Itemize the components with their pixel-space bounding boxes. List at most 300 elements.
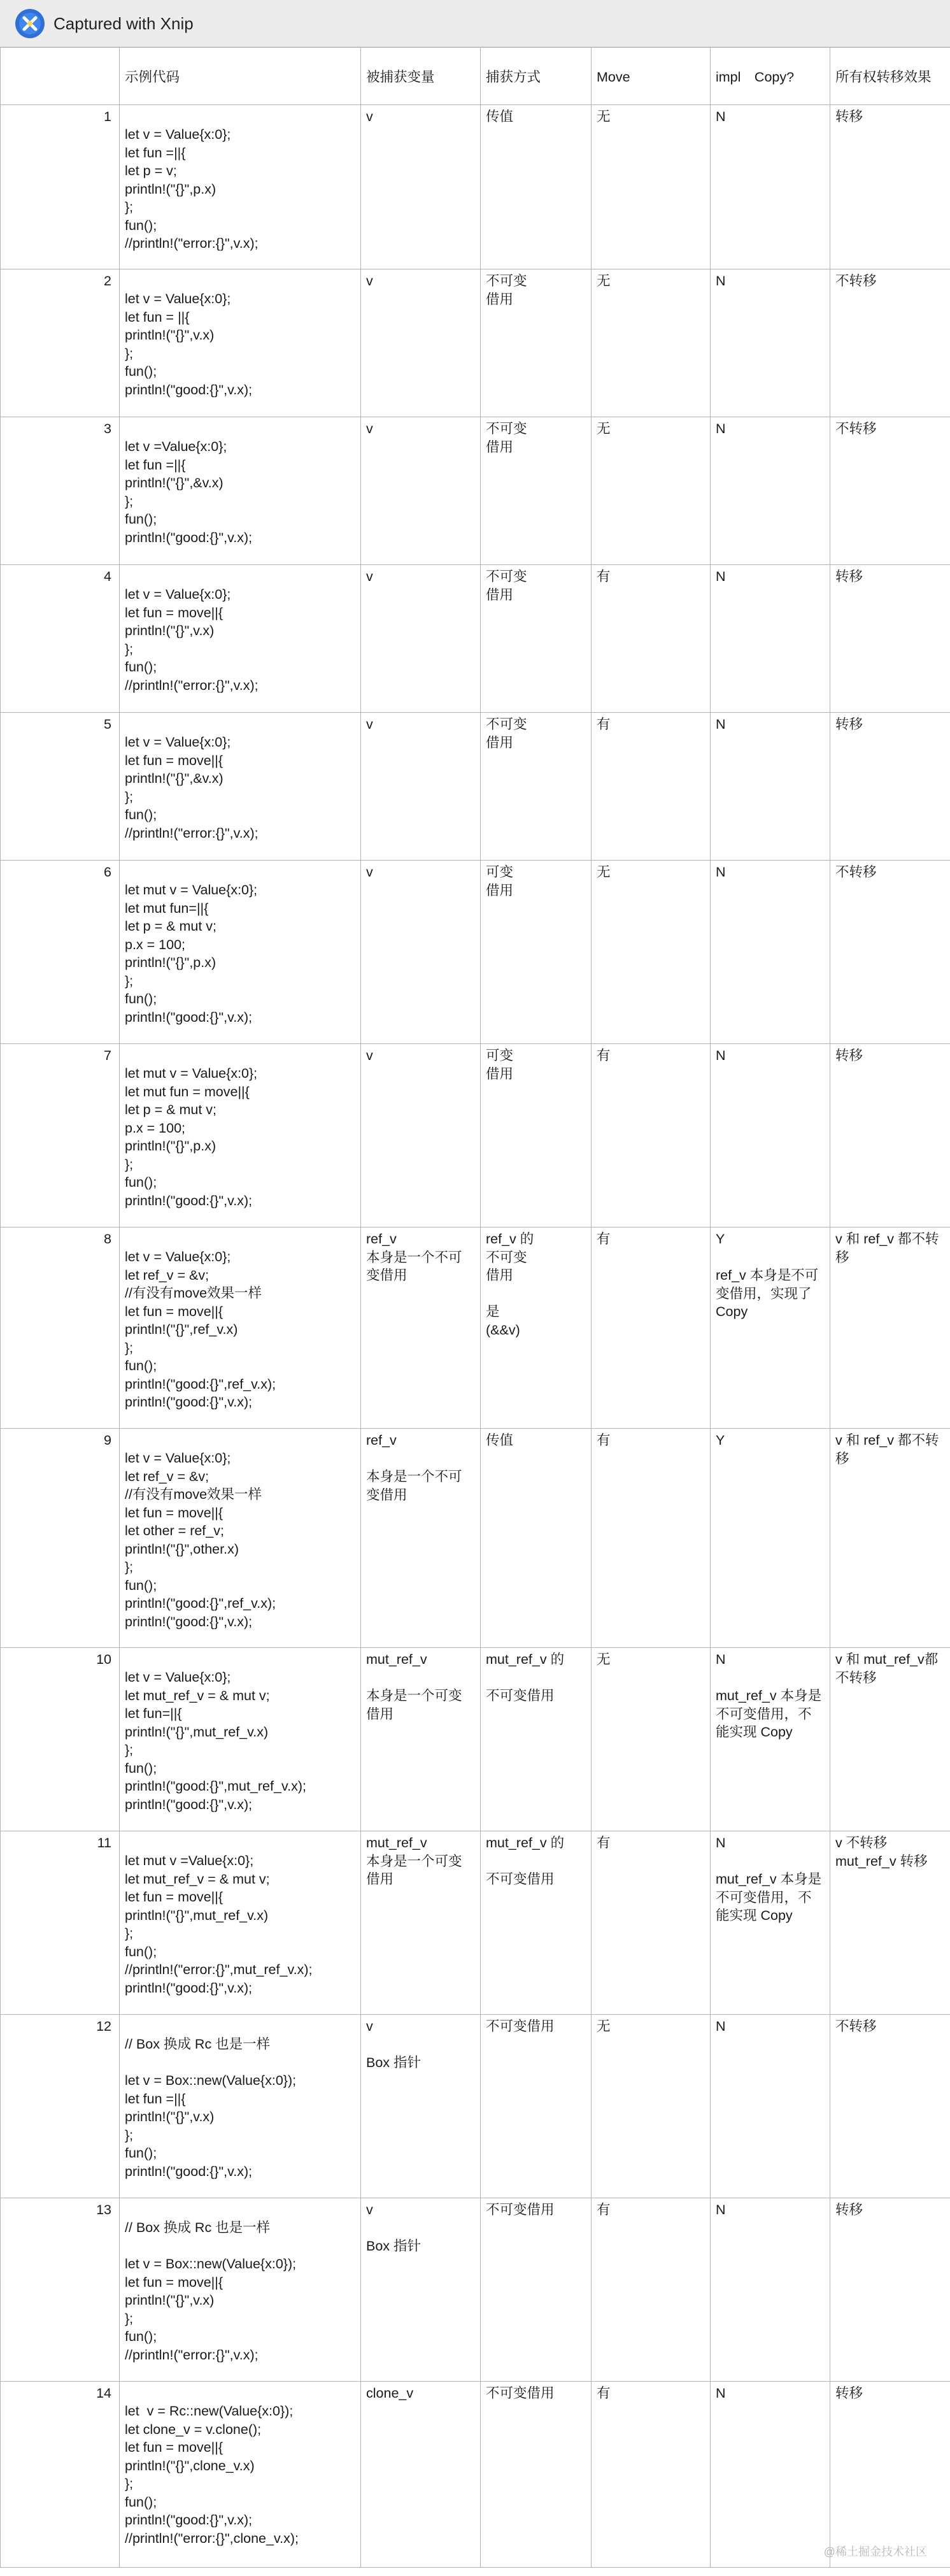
move-cell [592,1429,711,1648]
impl-copy-cell [711,565,830,713]
code-line: fun(); [125,2494,157,2510]
move-cell [592,1648,711,1831]
cell-text-line: 传值 [486,1433,514,1448]
impl-copy-cell [711,1429,830,1648]
code-line: fun(); [125,364,157,379]
cell-text-line: 有 [597,717,611,732]
cell-text-line: 有 [597,1048,611,1063]
captured-var-cell [361,861,481,1044]
captured-var-cell [361,105,481,269]
table-row [1,1831,950,2015]
cell-text-line: 不可变借用 [486,1871,555,1887]
cell-text-line: 可变 [486,1048,514,1063]
code-line: let fun = move||{ [125,2274,223,2290]
captured-var-cell [361,1648,481,1831]
cell-text-line: N [716,864,726,880]
window-title: Captured with Xnip [53,14,194,33]
code-line: let clone_v = v.clone(); [125,2421,262,2437]
cell-text-line [366,1450,475,1468]
table-row [1,713,950,861]
move-cell [592,713,711,861]
cell-text-line: 不转移 [835,273,877,289]
row-number-cell [1,1648,120,1831]
table-row [1,2198,950,2382]
code-line: fun(); [125,1943,157,1959]
code-line: let mut fun=||{ [125,900,209,916]
code-line: println!("good:{}",v.x); [125,1614,253,1629]
cell-text-line: 本身是一个可变借用 [366,1853,462,1887]
code-line: println!("{}",v.x) [125,2293,215,2308]
cell-text-line: Y [716,1433,725,1448]
cell-text-line: 借用 [486,291,514,307]
captured-var-cell [361,1227,481,1429]
cell-text-line: ref_v [366,1433,397,1448]
code-line: println!("good:{}",v.x); [125,2163,253,2179]
code-line: }; [125,789,134,805]
code-line: }; [125,1559,134,1575]
cell-text-line: N [716,1048,726,1063]
cell-text-line [486,1852,586,1871]
cell-text-line: 无 [597,421,611,436]
code-line: }; [125,973,134,989]
code-line: let ref_v = &v; [125,1267,209,1283]
code-line: println!("good:{}",v.x); [125,1192,253,1208]
code-line: let p = & mut v; [125,1102,216,1117]
code-line [125,2237,355,2256]
row-number-cell [1,1044,120,1227]
capture-mode-cell [481,2198,592,2382]
code-cell [120,1227,361,1429]
move-cell [592,1831,711,2015]
code-line: fun(); [125,1175,157,1190]
code-cell [120,2015,361,2198]
cell-text-line: 借用 [486,439,514,455]
cell-text-line: 有 [597,569,611,584]
code-line: p.x = 100; [125,936,186,952]
captured-var-cell [361,565,481,713]
row-number-cell [1,1429,120,1648]
ownership-effect-cell [830,105,950,269]
code-line: println!("{}",p.x) [125,1138,216,1154]
code-line: let fun =||{ [125,145,186,161]
cell-text-line: v [366,273,373,289]
code-line: fun(); [125,659,157,675]
code-line: println!("good:{}",v.x); [125,1394,253,1410]
cell-text-line: N [716,2202,726,2217]
ownership-effect-cell [830,269,950,417]
cell-text-line: v [366,1048,373,1063]
impl-copy-cell [711,1227,830,1429]
cell-text-line: 有 [597,2202,611,2217]
code-line: let v = Value{x:0}; [125,587,231,602]
code-line: let mut v = Value{x:0}; [125,1066,258,1081]
cell-text-line: ref_v 的 [486,1231,534,1247]
ownership-effect-cell [830,2015,950,2198]
code-line: println!("good:{}",v.x); [125,529,253,545]
code-line: println!("{}",ref_v.x) [125,1322,238,1337]
cell-text-line: mut_ref_v 的 [486,1652,565,1667]
code-line: let v = Value{x:0}; [125,291,231,306]
code-cell [120,713,361,861]
row-number-cell [1,269,120,417]
header-cell-capture-mode: 捕获方式 [481,48,592,105]
move-cell [592,417,711,565]
row-number: 11 [97,1835,111,1850]
xnip-logo-icon [15,9,45,38]
cell-text-line: v [366,109,373,124]
code-line: //println!("error:{}",v.x); [125,236,259,251]
table-row [1,269,950,417]
move-cell [592,1227,711,1429]
ownership-effect-cell [830,2198,950,2382]
cell-text-line: 传值 [486,109,514,124]
header-cell-index [1,48,120,105]
cell-text-line [716,1669,825,1687]
impl-copy-cell [711,1831,830,2015]
move-cell [592,861,711,1044]
table-row [1,861,950,1044]
cell-text-line: v [366,2019,373,2034]
code-line: let v = Box::new(Value{x:0}); [125,2073,297,2088]
impl-copy-cell [711,105,830,269]
code-line: //println!("error:{}",v.x); [125,2347,259,2363]
row-number: 13 [96,2202,111,2217]
table-body [1,105,950,2568]
cell-text-line: 有 [597,1231,611,1247]
code-line: let fun = move||{ [125,1505,223,1521]
row-number: 1 [104,109,111,124]
cell-text-line: 不转移 [835,421,877,436]
ownership-effect-cell [830,1831,950,2015]
table-row [1,565,950,713]
cell-text-line: 借用 [486,1268,514,1283]
code-line: //println!("error:{}",v.x); [125,825,259,841]
code-line: let fun = move||{ [125,1889,223,1905]
row-number: 7 [104,1048,111,1063]
code-line: // Box 换成 Rc 也是一样 [125,2036,271,2052]
cell-text-line: N [716,2386,726,2401]
cell-text-line: 不转移 [835,2019,877,2034]
cell-text-line: mut_ref_v 本身是不可变借用，不能实现 Copy [716,1871,822,1923]
code-line: let fun=||{ [125,1706,182,1721]
code-line: let p = & mut v; [125,919,216,934]
code-line: println!("good:{}",ref_v.x); [125,1596,276,1611]
code-line: //println!("error:{}",mut_ref_v.x); [125,1962,313,1977]
cell-text-line: v 和 ref_v 都不转移 [835,1231,939,1265]
captured-var-cell [361,713,481,861]
code-line: let fun = move||{ [125,605,223,620]
code-line: let other = ref_v; [125,1523,224,1538]
code-line: let fun =||{ [125,457,186,473]
code-line: fun(); [125,2145,157,2161]
cell-text-line: N [716,1835,726,1850]
code-line: //有没有move效果一样 [125,1285,262,1301]
cell-text-line: v 和 mut_ref_v都不转移 [835,1652,939,1685]
cell-text-line: mut_ref_v [366,1835,427,1850]
code-line: //println!("error:{}",v.x); [125,677,259,693]
code-line: println!("{}",mut_ref_v.x) [125,1907,269,1923]
row-number: 14 [96,2386,111,2401]
move-cell [592,2015,711,2198]
impl-copy-cell [711,417,830,565]
cell-text-line: N [716,273,726,289]
cell-text-line: 借用 [486,882,514,898]
code-line: }; [125,2476,134,2491]
table-row [1,105,950,269]
cell-text-line: Box 指针 [366,2055,422,2070]
captured-var-cell [361,417,481,565]
code-line: }; [125,493,134,509]
cell-text-line: 本身是一个不可变借用 [366,1249,462,1283]
code-line: println!("{}",p.x) [125,955,216,970]
ownership-effect-cell [830,1227,950,1429]
ownership-effect-cell [830,1648,950,1831]
cell-text-line: 无 [597,109,611,124]
capture-mode-cell [481,417,592,565]
code-line: let fun = move||{ [125,2440,223,2455]
code-cell [120,1831,361,2015]
cell-text-line: 是 [486,1304,500,1319]
capture-mode-cell [481,2382,592,2568]
code-line: let v = Value{x:0}; [125,1670,231,1685]
row-number: 8 [104,1231,111,1247]
cell-text-line: N [716,717,726,732]
code-line: }; [125,1156,134,1172]
watermark: @稀土掘金技术社区 [823,2545,927,2558]
cell-text-line: 有 [597,1433,611,1448]
cell-text-line [366,2219,475,2238]
header-cell-impl-copy: impl Copy? [711,48,830,105]
cell-text-line [486,1669,586,1687]
cell-text-line: mut_ref_v [366,1652,427,1667]
row-number-cell [1,1831,120,2015]
ownership-effect-cell [830,565,950,713]
code-cell [120,417,361,565]
header-cell-code: 示例代码 [120,48,361,105]
cell-text-line: Box 指针 [366,2238,422,2254]
cell-text-line: 借用 [486,1066,514,1082]
capture-mode-cell [481,1227,592,1429]
impl-copy-cell [711,2015,830,2198]
cell-text-line: 本身是一个可变借用 [366,1688,462,1722]
captured-var-cell [361,2382,481,2568]
code-cell [120,1044,361,1227]
impl-copy-cell [711,1044,830,1227]
cell-text-line [366,1669,475,1687]
cell-text-line [486,1285,586,1303]
cell-text-line: v [366,864,373,880]
code-cell [120,1648,361,1831]
capture-mode-cell [481,105,592,269]
code-line: fun(); [125,1760,157,1776]
row-number-cell [1,1227,120,1429]
cell-text-line: Y [716,1231,725,1247]
code-line: let v = Value{x:0}; [125,1249,231,1264]
code-line: println!("good:{}",v.x); [125,1796,253,1812]
cell-text-line: 不可变借用 [486,1688,555,1703]
code-line: println!("{}",v.x) [125,327,215,343]
code-line: println!("good:{}",ref_v.x); [125,1376,276,1392]
row-number-cell [1,2015,120,2198]
code-line: p.x = 100; [125,1120,186,1136]
code-line: fun(); [125,512,157,527]
header-cell-ownership-effect: 所有权转移效果 [830,48,950,105]
code-line: let v = Value{x:0}; [125,734,231,750]
code-line: println!("{}",v.x) [125,623,215,638]
capture-mode-cell [481,1648,592,1831]
row-number: 12 [96,2019,111,2034]
code-cell [120,105,361,269]
move-cell [592,269,711,417]
cell-text-line: N [716,421,726,436]
impl-copy-cell [711,713,830,861]
cell-text-line: ref_v [366,1231,397,1247]
code-line: let fun =||{ [125,2091,186,2107]
code-line: let mut_ref_v = & mut v; [125,1687,270,1703]
row-number: 9 [104,1433,111,1448]
table-row [1,1429,950,1648]
cell-text-line: v [366,569,373,584]
impl-copy-cell [711,2198,830,2382]
cell-text-line: N [716,1652,726,1667]
code-line: fun(); [125,807,157,822]
code-line: let mut_ref_v = & mut v; [125,1871,270,1887]
captured-var-cell [361,1831,481,2015]
code-line: println!("{}",&v.x) [125,771,223,786]
code-line: let p = v; [125,163,177,178]
code-line: println!("{}",clone_v.x) [125,2458,255,2473]
move-cell [592,2382,711,2568]
code-cell [120,2198,361,2382]
code-line: let v = Value{x:0}; [125,1450,231,1466]
ownership-effect-cell [830,861,950,1044]
cell-text-line: v [366,2202,373,2217]
cell-text-line [716,1249,825,1267]
capture-mode-cell [481,861,592,1044]
table-container [0,47,950,2576]
code-line: println!("{}",p.x) [125,181,216,197]
row-number-cell [1,417,120,565]
code-cell [120,565,361,713]
impl-copy-cell [711,269,830,417]
cell-text-line: 不可变 [486,273,527,289]
code-cell [120,861,361,1044]
header-row [1,48,950,105]
code-line: fun(); [125,217,157,233]
cell-text-line: 不可变借用 [486,2386,555,2401]
move-cell [592,1044,711,1227]
cell-text-line: 不可变 [486,717,527,732]
cell-text-line: 可变 [486,864,514,880]
ownership-effect-cell [830,417,950,565]
code-line: println!("{}",mut_ref_v.x) [125,1724,269,1740]
code-line: let fun = move||{ [125,1303,223,1319]
code-cell [120,1429,361,1648]
code-line: }; [125,641,134,657]
row-number: 5 [104,717,111,732]
table-row [1,1648,950,1831]
code-line: //println!("error:{}",clone_v.x); [125,2530,299,2546]
code-line: let v = Rc::new(Value{x:0}); [125,2403,294,2419]
move-cell [592,2198,711,2382]
capture-mode-cell [481,1429,592,1648]
ownership-effect-cell [830,1044,950,1227]
code-line: let ref_v = &v; [125,1468,209,1484]
code-line: println!("{}",&v.x) [125,475,223,490]
impl-copy-cell [711,1648,830,1831]
code-line: fun(); [125,991,157,1006]
cell-text-line: v [366,421,373,436]
cell-text-line: 本身是一个不可变借用 [366,1469,462,1503]
cell-text-line: 无 [597,864,611,880]
code-line: fun(); [125,1577,157,1593]
row-number: 6 [104,864,111,880]
code-line: println!("good:{}",v.x); [125,2512,253,2528]
cell-text-line: 无 [597,273,611,289]
code-line: let mut v =Value{x:0}; [125,1853,254,1868]
code-line: let mut v = Value{x:0}; [125,882,258,898]
cell-text-line: 无 [597,1652,611,1667]
cell-text-line: N [716,2019,726,2034]
cell-text-line [366,2036,475,2054]
row-number-cell [1,2382,120,2568]
row-number-cell [1,565,120,713]
cell-text-line: 不可变 [486,1249,527,1265]
cell-text-line: 借用 [486,587,514,603]
cell-text-line: 转移 [835,2202,863,2217]
code-cell [120,2382,361,2568]
row-number-cell [1,861,120,1044]
code-line: }; [125,1742,134,1757]
table-row [1,1227,950,1429]
cell-text-line: ref_v 本身是不可变借用，实现了 Copy [716,1268,819,1319]
code-line: let fun = ||{ [125,309,190,325]
cell-text-line: mut_ref_v 本身是不可变借用，不能实现 Copy [716,1688,822,1740]
code-line: }; [125,199,134,215]
cell-text-line: 不可变借用 [486,2019,555,2034]
row-number: 3 [104,421,111,436]
code-line: //有没有move效果一样 [125,1487,262,1502]
cell-text-line: 不可变 [486,421,527,436]
code-line: fun(); [125,1358,157,1373]
captured-var-cell [361,1044,481,1227]
cell-text-line: 不转移 [835,864,877,880]
captured-var-cell [361,1429,481,1648]
move-cell [592,105,711,269]
impl-copy-cell [711,861,830,1044]
table-row [1,1044,950,1227]
code-line: println!("{}",v.x) [125,2109,215,2124]
code-line: fun(); [125,2329,157,2344]
code-line: println!("{}",other.x) [125,1541,239,1557]
cell-text-line: 不可变 [486,569,527,584]
code-line: println!("good:{}",v.x); [125,1980,253,1996]
row-number: 2 [104,273,111,289]
capture-mode-cell [481,1044,592,1227]
cell-text-line: 不可变借用 [486,2202,555,2217]
cell-text-line: v 和 ref_v 都不转移 [835,1433,939,1466]
code-line: let v = Box::new(Value{x:0}); [125,2256,297,2272]
cell-text-line: 有 [597,1835,611,1850]
capture-mode-cell [481,1831,592,2015]
row-number-cell [1,2198,120,2382]
header-cell-captured-var: 被捕获变量 [361,48,481,105]
code-line: }; [125,345,134,361]
ownership-effect-cell [830,713,950,861]
cell-text-line [716,1852,825,1871]
row-number: 10 [96,1652,111,1667]
code-line: let mut fun = move||{ [125,1084,250,1099]
